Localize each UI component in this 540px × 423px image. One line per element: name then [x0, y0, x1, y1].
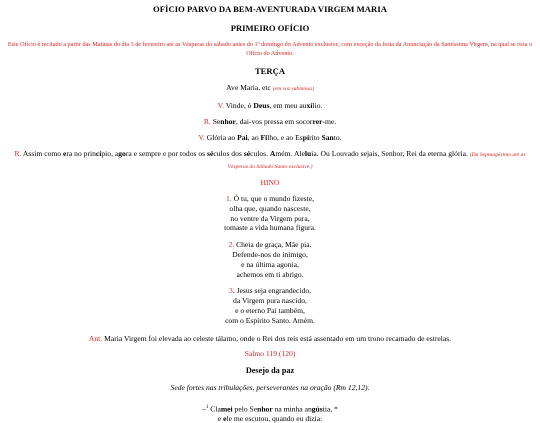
stanza-number: 2. — [228, 240, 235, 250]
antiphon — [0, 334, 540, 343]
hymn-stanza-2 — [0, 240, 540, 279]
response-marker: R. — [14, 149, 22, 158]
response-rubric: (Da Septuagésima até as Vésperas do Sábado Santo exclusive.) — [227, 152, 526, 170]
stanza-line: e o eterno Pai também, — [235, 305, 305, 315]
versicle-text: Glória ao Pai, ao Filho, e ao Espírito Santo. — [206, 133, 342, 142]
stanza-line: 3. Jesus seja engrandecido, — [228, 286, 312, 296]
response-2 — [14, 149, 526, 172]
hymn-stanza-3 — [0, 286, 540, 325]
office-subtitle: PRIMEIRO OFÍCIO — [230, 23, 310, 33]
versicle-marker: V. — [217, 101, 225, 110]
ave-text: Ave Maria, etc — [226, 83, 271, 92]
stanza-line: Defende-nos do inimigo, — [232, 249, 308, 259]
psalm-title: Salmo 119 (120) — [244, 348, 296, 358]
stanza-line: no ventre da Virgem pura, — [230, 213, 310, 223]
page-title: OFÍCIO PARVO DA BEM-AVENTURADA VIRGEM MARIA — [153, 4, 387, 14]
versicle-marker: V. — [198, 133, 205, 142]
hymn-title: HINO — [260, 178, 280, 187]
hour-title: TERÇA — [254, 66, 286, 76]
ave-rubric: (em voz submissa) — [272, 86, 314, 92]
psalm-subtitle: Desejo da paz — [245, 365, 295, 375]
psalm-epigraph: Sede fortes nas tribulações, perseverantes na oração (Rm 12,12). — [170, 382, 370, 392]
stanza-number: 1. — [226, 194, 232, 203]
response-text: Assim como era no princípio, agora e sempre e por todos os séculos dos séculos. Amém. Aleluia. Ou Louvado sejais, Senhor, Rei da eterna glória. — [22, 149, 468, 158]
hymn-stanza-1 — [0, 194, 540, 233]
stanza-line: com o Espírito Santo. Amém. — [225, 315, 315, 325]
verse-line: –$^1$ Clamei pelo Senhor na minha angústia, * — [202, 404, 338, 414]
verse-line: e ele me escutou, quando eu dizia: — [217, 413, 323, 423]
antiphon-text: Maria Virgem foi elevada ao celeste tálamo, onde o Rei dos reis está assentado em um trono recamado de estrelas. — [104, 333, 452, 343]
ave-maria-line — [0, 83, 540, 94]
versicle-1 — [0, 101, 540, 110]
stanza-line: 2. Cheia de graça, Mãe pia. — [228, 240, 312, 250]
versicle-2 — [0, 133, 540, 142]
response-1 — [0, 117, 540, 126]
stanza-line: da Virgem pura nascido, — [233, 296, 307, 306]
stanza-number: 3. — [228, 286, 235, 296]
stanza-line: e na última agonia, — [241, 259, 299, 269]
stanza-line: achemos em ti abrigo. — [236, 269, 304, 279]
antiphon-marker: Ant. — [88, 333, 103, 343]
response-text: Senhor, dai-vos pressa em socorrer-me. — [212, 117, 337, 126]
response-marker: R. — [203, 117, 211, 126]
stanza-line: tomaste a vida humana figura. — [224, 223, 316, 233]
intro-rubric: Este Ofício é recitado a partir das Matinas do dia 3 de fevereiro até as Vésperas do sábado antes do 1º domingo do Advento exclusive, com exceção da festa da Anunciação da Santíssima Virgem, na qual se reza o Ofício do Advento. — [7, 41, 533, 57]
psalm-verse-1 — [0, 403, 540, 423]
stanza-line: olha que, quando nasceste, — [229, 203, 311, 213]
stanza-line: 1. Ó tu, que o mundo fizeste, — [226, 194, 314, 203]
versicle-text: Vinde, ó Deus, em meu auxílio. — [225, 101, 323, 110]
